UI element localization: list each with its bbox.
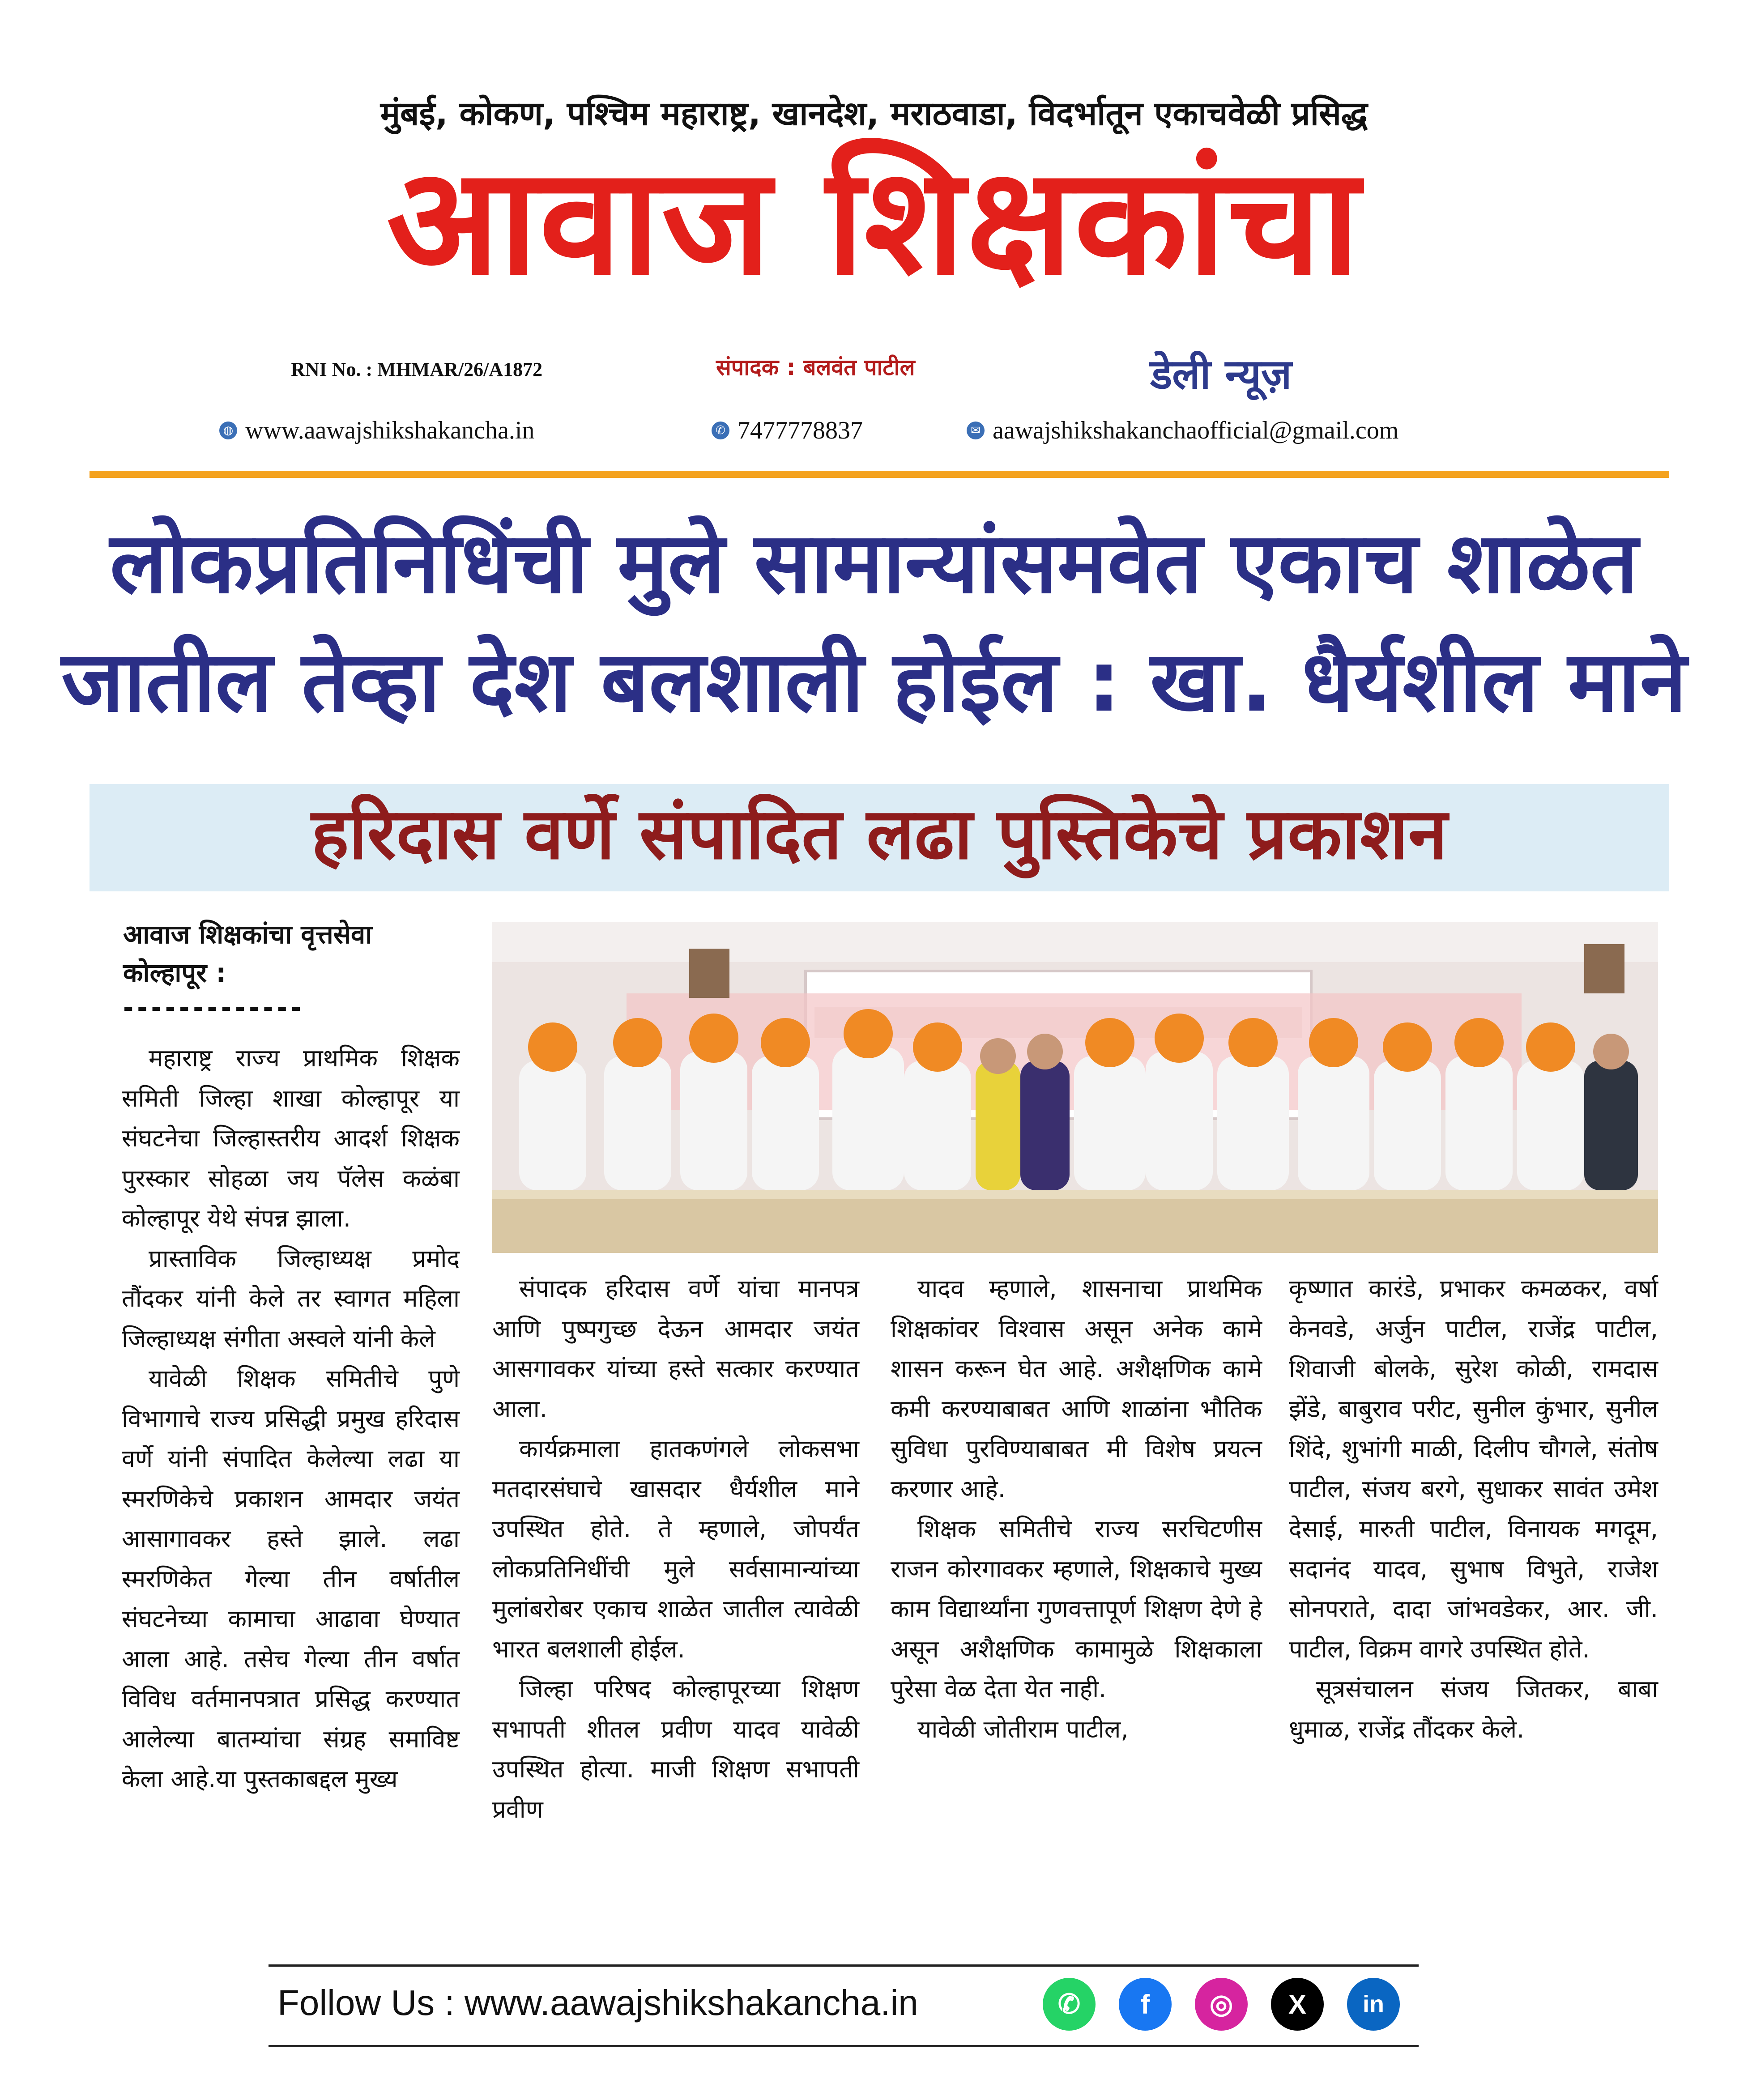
column-4-paragraph-2: सूत्रसंचालन संजय जितकर, बाबा धुमाळ, राजेंद्र तौंदकर केले. <box>1289 1675 1658 1743</box>
column-3-paragraph-3: यावेळी जोतीराम पाटील, <box>917 1715 1129 1743</box>
column-1-paragraph-1: महाराष्ट्र राज्य प्राथमिक शिक्षक समिती जिल्हा शाखा कोल्हापूर या संघटनेचा जिल्हास्तरीय आदर्श शिक्षक पुरस्कार सोहळा जय पॅलेस कळंबा कोल्हापूर येथे संपन्न झाला. <box>122 1044 460 1232</box>
event-photo <box>492 922 1658 1253</box>
headline-line-2: जातील तेव्हा देश बलशाली होईल : खा. धैर्यशील माने <box>61 633 1687 731</box>
dateline-divider: ------------- <box>123 993 305 1022</box>
email-address[interactable]: aawajshikshakanchaofficial@gmail.com <box>993 417 1399 444</box>
footer-divider-top <box>269 1964 1419 1967</box>
daily-news-label: डेली न्यूज़ <box>1150 350 1292 398</box>
column-1-paragraph-2: प्रास्ताविक जिल्हाध्यक्ष प्रमोद तौंदकर यांनी केले तर स्वागत महिला जिल्हाध्यक्ष संगीता अस्वले यांनी केले <box>122 1244 460 1353</box>
phone-number[interactable]: 7477778837 <box>738 417 863 444</box>
masthead-title: आवाज शिक्षकांचा <box>386 136 1362 307</box>
follow-us-text[interactable]: Follow Us : www.aawajshikshakancha.in <box>277 1983 918 2023</box>
facebook-icon[interactable]: f <box>1119 1978 1172 2031</box>
email-icon: ✉ <box>967 422 985 439</box>
column-1-paragraph-3: यावेळी शिक्षक समितीचे पुणे विभागाचे राज्य प्रसिद्धी प्रमुख हरिदास वर्णे यांनी संपादित केलेल्या लढा या स्मरणिकेचे प्रकाशन आमदार जयंत आसागावकर हस्ते झाले. लढा स्मरणिकेत गेल्या तीन वर्षातील संघटनेच्या कामाचा आढावा घेण्यात आला आहे. तसेच गेल्या तीन वर्षात विविध वर्तमानपत्रात प्रसिद्ध करण्यात आलेल्या बातम्यांचा संग्रह समाविष्ट केला आहे.या पुस्तकाबद्दल मुख्य <box>122 1364 460 1793</box>
subheadline: हरिदास वर्णे संपादित लढा पुस्तिकेचे प्रकाशन <box>311 793 1448 875</box>
phone-icon: ✆ <box>712 422 729 439</box>
website-link[interactable]: www.aawajshikshakancha.in <box>245 417 535 444</box>
whatsapp-icon[interactable]: ✆ <box>1043 1978 1096 2031</box>
column-4-paragraph-1: कृष्णात कारंडे, प्रभाकर कमळकर, वर्षा केनवडे, अर्जुन पाटील, राजेंद्र पाटील, शिवाजी बोलके, सुरेश कोळी, रामदास झेंडे, बाबुराव परीट, सुनील कुंभार, सुनील शिंदे, शुभांगी माळी, दिलीप चौगले, संतोष पाटील, संजय बरगे, सुधाकर सावंत उमेश देसाई, मारुती पाटील, विनायक मगदूम, सदानंद यादव, सुभाष विभुते, राजेश सोनपराते, दादा जांभवडेकर, आर. जी. पाटील, विक्रम वागरे उपस्थित होते. <box>1289 1274 1658 1663</box>
article-column-2 <box>492 1269 859 1829</box>
column-2-paragraph-1: संपादक हरिदास वर्णे यांचा मानपत्र आणि पुष्पगुच्छ देऊन आमदार जयंत आसगावकर यांच्या हस्ते सत्कार करण्यात आला. <box>492 1274 859 1423</box>
instagram-icon[interactable]: ◎ <box>1195 1978 1248 2031</box>
headline-line-1: लोकप्रतिनिधिंची मुले सामान्यांसमवेत एकाच शाळेत <box>110 514 1638 612</box>
article-column-1 <box>122 1038 460 1799</box>
column-3-paragraph-1: यादव म्हणाले, शासनाचा प्राथमिक शिक्षकांवर विश्वास असून अनेक कामे शासन करून घेत आहे. अशैक्षणिक कामे कमी करण्याबाबत आणि शाळांना भौतिक सुविधा पुरविण्याबाबत मी विशेष प्रयत्न करणार आहे. <box>891 1274 1262 1503</box>
footer-divider-bottom <box>269 2045 1419 2047</box>
event-photo-illustration <box>492 922 1658 1253</box>
email-contact[interactable] <box>967 416 1398 445</box>
column-3-paragraph-2: शिक्षक समितीचे राज्य सरचिटणीस राजन कोरगावकर म्हणाले, शिक्षकाचे मुख्य काम विद्यार्थ्यांना गुणवत्तापूर्ण शिक्षण देणे हे असून अशैक्षणिक कामामुळे शिक्षकाला पुरेसा वेळ देता येत नाही. <box>891 1515 1262 1703</box>
phone-contact[interactable] <box>712 416 863 445</box>
editor-name: संपादक : बलवंत पाटील <box>716 354 915 380</box>
article-column-3 <box>891 1269 1262 1749</box>
column-2-paragraph-2: कार्यक्रमाला हातकणंगले लोकसभा मतदारसंघाचे खासदार धैर्यशील माने उपस्थित होते. ते म्हणाले, जोपर्यंत लोकप्रतिनिधींची मुले सर्वसामान्यांच्या मुलांबरोबर एकाच शाळेत जातील त्यावेळी भारत बलशाली होईल. <box>492 1435 859 1663</box>
dateline-city: कोल्हापूर : <box>123 958 226 988</box>
tagline: मुंबई, कोकण, पश्चिम महाराष्ट्र, खानदेश, मराठवाडा, विदर्भातून एकाचवेळी प्रसिद्ध <box>380 94 1368 133</box>
article-column-4 <box>1289 1269 1658 1749</box>
dateline <box>123 915 372 992</box>
x-icon[interactable]: X <box>1271 1978 1324 2031</box>
header-divider <box>90 471 1669 478</box>
globe-icon: ◍ <box>219 422 237 439</box>
website-contact[interactable] <box>219 416 534 445</box>
column-2-paragraph-3: जिल्हा परिषद कोल्हापूरच्या शिक्षण सभापती शीतल प्रवीण यादव यावेळी उपस्थित होत्या. माजी शिक्षण सभापती प्रवीण <box>492 1675 859 1823</box>
rni-number: RNI No. : MHMAR/26/A1872 <box>291 358 543 380</box>
linkedin-icon[interactable]: in <box>1347 1978 1400 2031</box>
news-service: आवाज शिक्षकांचा वृत्तसेवा <box>123 919 372 950</box>
